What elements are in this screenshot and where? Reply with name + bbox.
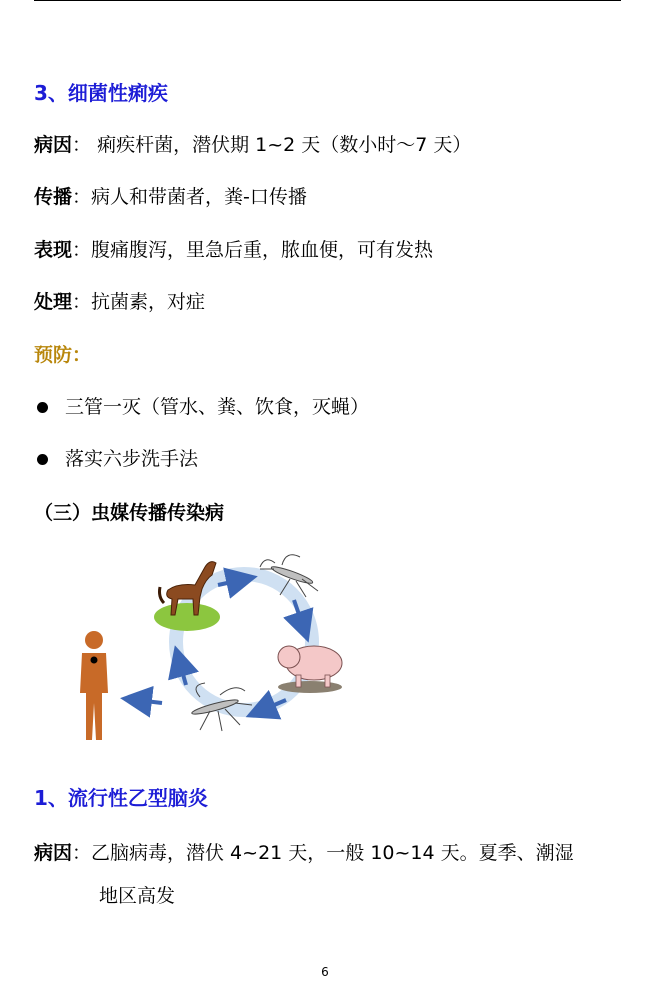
prevention-label: 预防： [34,344,92,366]
spread-line [34,184,307,210]
spread-text: ：病人和带菌者，粪-口传播 [72,186,307,208]
transmission-cycle-diagram [60,545,360,750]
encephalitis-cause-continuation: 地区高发 [99,885,176,907]
treatment-text: ：抗菌素，对症 [72,291,206,313]
cause-text: 痢疾杆菌，潜伏期 1~2 天（数小时～7 天） [97,134,472,156]
section-heading-encephalitis: 1、流行性乙型脑炎 [34,786,208,810]
horse-illustration [154,562,220,631]
bullet-item: 三管一灭（管水、粪、饮食，灭蝇） [65,396,370,418]
encephalitis-cause-text: ：乙脑病毒，潜伏 4~21 天，一般 10~14 天。夏季、潮湿 [72,842,574,864]
symptom-line [34,237,433,263]
top-rule [34,0,621,1]
cause-separator: ： [72,134,92,156]
treatment-label: 处理 [34,291,73,313]
bullet-dot [37,454,48,465]
section-heading-dysentery: 3、细菌性痢疾 [34,81,168,105]
cause-label: 病因 [34,134,73,156]
spread-label: 传播 [34,186,73,208]
symptom-text: ：腹痛腹泻，里急后重，脓血便，可有发热 [72,239,434,261]
pig-illustration [278,646,342,693]
bullet-dot [37,402,48,413]
symptom-label: 表现 [34,239,73,261]
encephalitis-cause-line [34,840,574,866]
treatment-line [34,289,205,315]
subsection-title: （三）虫媒传播传染病 [34,502,225,524]
bullet-item: 落实六步洗手法 [65,448,199,470]
encephalitis-cause-label: 病因 [34,842,73,864]
cause-line [34,132,471,158]
arrow-mosquito-to-human [128,699,162,703]
human-figure-illustration [80,631,108,740]
page-number: 6 [321,965,329,979]
